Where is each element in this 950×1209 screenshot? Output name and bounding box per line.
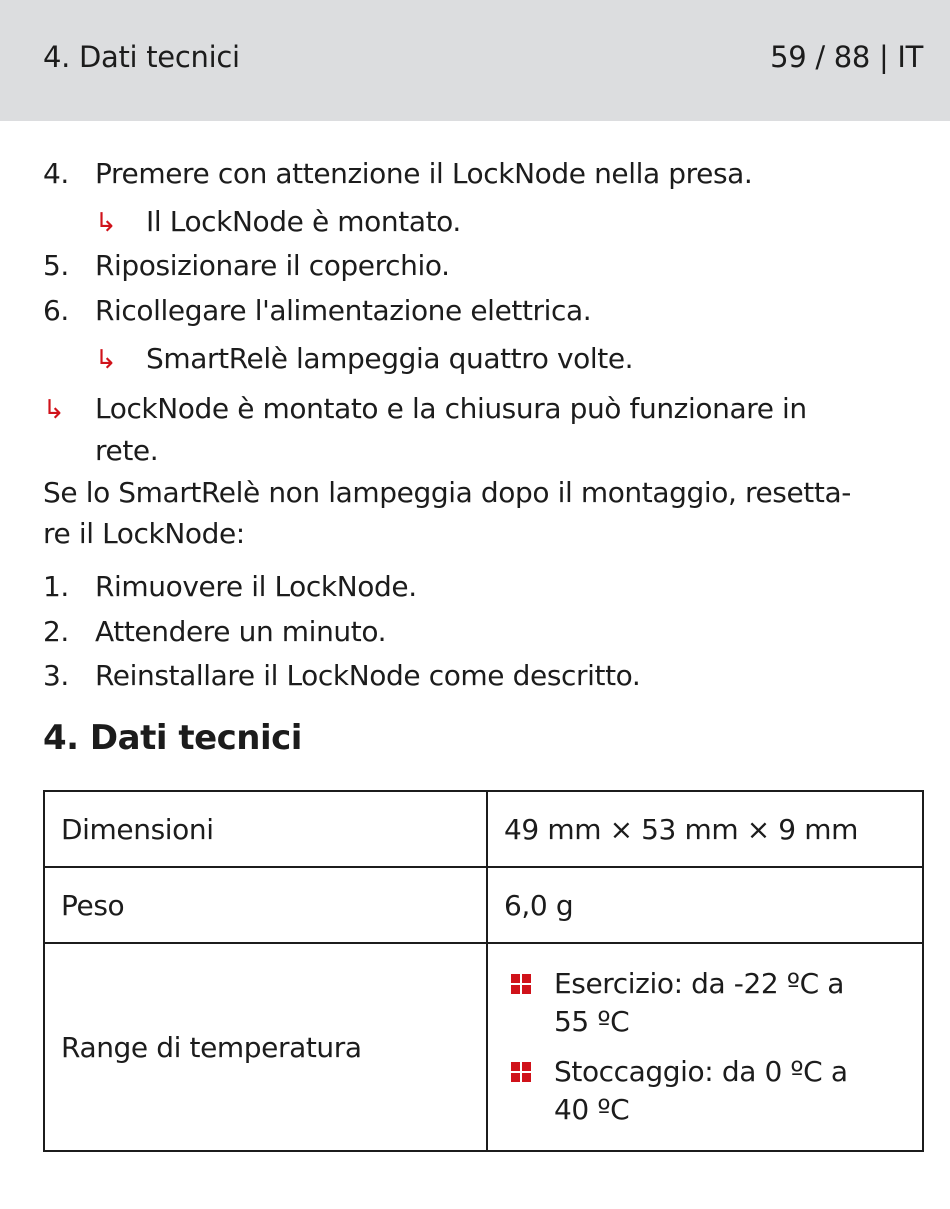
table-row	[44, 943, 923, 1151]
step-number: 2.	[43, 615, 69, 648]
list-item	[504, 1053, 906, 1129]
arrow-return-icon: ↳	[95, 208, 117, 238]
final-result-text-2: rete.	[95, 434, 159, 467]
final-result-text-1: LockNode è montato e la chiusura può funzionare in	[95, 392, 807, 425]
grid-bullet-icon	[511, 974, 533, 996]
step-text: Reinstallare il LockNode come descritto.	[95, 659, 641, 692]
list-item	[43, 157, 69, 190]
step-result	[95, 205, 116, 238]
page-header	[0, 0, 950, 121]
table-row	[44, 791, 923, 867]
step-number: 3.	[43, 659, 69, 692]
bullet-text-line-2: 55 ºC	[554, 1005, 630, 1038]
step-result	[95, 342, 116, 375]
step-text: Rimuovere il LockNode.	[95, 570, 417, 603]
header-section-title: 4. Dati tecnici	[43, 40, 240, 74]
list-item	[504, 965, 906, 1041]
arrow-return-icon: ↳	[43, 395, 65, 425]
step-result-text: SmartRelè lampeggia quattro volte.	[146, 342, 634, 375]
bullet-text-line-1: Stoccaggio: da 0 ºC a	[554, 1055, 848, 1088]
step-number: 5.	[43, 249, 69, 282]
reset-note-line-2: re il LockNode:	[43, 517, 245, 550]
step-text: Riposizionare il coperchio.	[95, 249, 450, 282]
bullet-text-line-2: 40 ºC	[554, 1093, 630, 1126]
step-text: Attendere un minuto.	[95, 615, 387, 648]
section-title: 4. Dati tecnici	[43, 718, 302, 758]
step-number: 4.	[43, 157, 69, 190]
table-row	[44, 867, 923, 943]
header-page-info: 59 / 88 | IT	[770, 40, 923, 74]
step-text: Ricollegare l'alimentazione elettrica.	[95, 294, 592, 327]
grid-bullet-icon	[511, 1062, 533, 1084]
final-result	[43, 392, 64, 425]
spec-label: Range di temperatura	[44, 943, 487, 1151]
spec-value-list	[487, 943, 923, 1151]
step-text: Premere con attenzione il LockNode nella presa.	[95, 157, 753, 190]
reset-note-line-1: Se lo SmartRelè non lampeggia dopo il montaggio, resetta-	[43, 476, 851, 509]
specs-table	[43, 790, 924, 1152]
spec-label: Peso	[44, 867, 487, 943]
step-number: 1.	[43, 570, 69, 603]
spec-value: 6,0 g	[487, 867, 923, 943]
bullet-text-line-1: Esercizio: da -22 ºC a	[554, 967, 844, 1000]
spec-value: 49 mm × 53 mm × 9 mm	[487, 791, 923, 867]
spec-label: Dimensioni	[44, 791, 487, 867]
step-number: 6.	[43, 294, 69, 327]
arrow-return-icon: ↳	[95, 345, 117, 375]
step-result-text: Il LockNode è montato.	[146, 205, 461, 238]
